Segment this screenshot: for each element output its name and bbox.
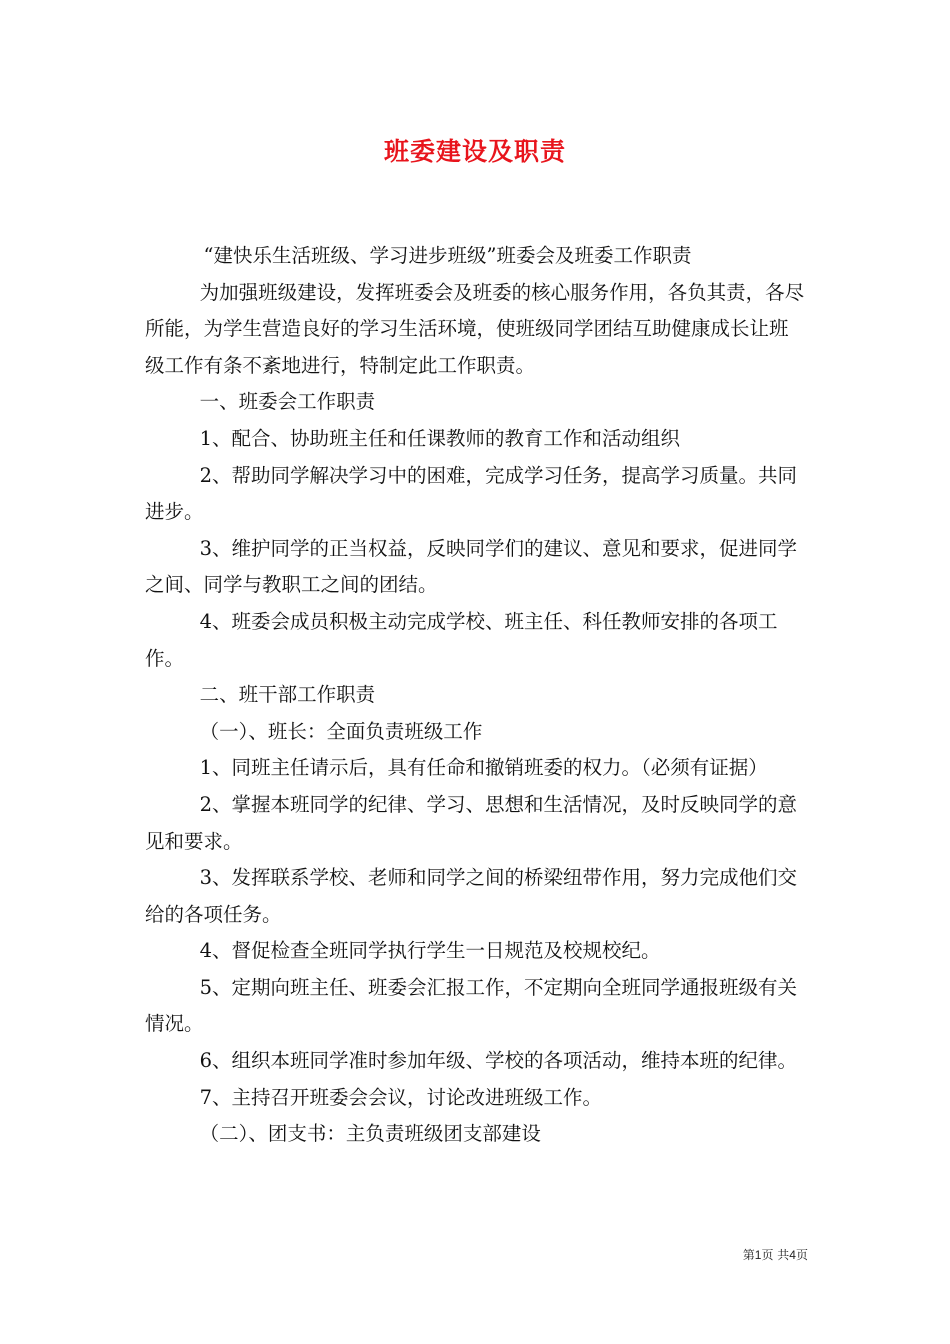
paragraph-item: 7、主持召开班委会会议，讨论改进班级工作。 <box>199 1085 603 1109</box>
paragraph-item: 1、配合、协助班主任和任课教师的教育工作和活动组织 <box>199 426 681 450</box>
document-title: 班委建设及职责 <box>383 137 566 166</box>
subtitle: “建快乐生活班级、学习进步班级”班委会及班委工作职责 <box>203 244 692 267</box>
document-body <box>145 238 807 1153</box>
paragraph-item: 2、掌握本班同学的纪律、学习、思想和生活情况，及时反映同学的意见和要求。 <box>145 792 798 853</box>
page-footer <box>630 1246 808 1263</box>
paragraph-item: 5、定期向班主任、班委会汇报工作，不定期向全班同学通报班级有关情况。 <box>145 975 798 1036</box>
subsection-heading-monitor: （一）、班长：全面负责班级工作 <box>199 719 483 743</box>
footer-middle: 页 共 <box>761 1248 790 1262</box>
section-heading-2: 二、班干部工作职责 <box>199 683 376 707</box>
subsection-heading-league: （二）、团支书：主负责班级团支部建设 <box>199 1122 541 1146</box>
paragraph-intro: 为加强班级建设，发挥班委会及班委的核心服务作用，各负其责，各尽所能，为学生营造良好的学习生活环境，使班级同学团结互助健康成长让班级工作有条不紊地进行，特制定此工作职责。 <box>145 280 805 377</box>
paragraph-item: 3、维护同学的正当权益，反映同学们的建议、意见和要求，促进同学之间、同学与教职工之间的团结。 <box>145 536 798 597</box>
paragraph-item: 1、同班主任请示后，具有任命和撤销班委的权力。（必须有证据） <box>199 756 768 780</box>
section-heading-1: 一、班委会工作职责 <box>199 390 376 414</box>
footer-suffix: 页 <box>795 1248 808 1262</box>
total-page-number: 4 <box>789 1248 796 1262</box>
footer-prefix: 第 <box>742 1248 755 1262</box>
paragraph-item: 6、组织本班同学准时参加年级、学校的各项活动，维持本班的纪律。 <box>199 1049 798 1073</box>
paragraph-item: 3、发挥联系学校、老师和同学之间的桥梁纽带作用，努力完成他们交给的各项任务。 <box>145 866 798 926</box>
paragraph-item: 4、班委会成员积极主动完成学校、班主任、科任教师安排的各项工作。 <box>145 609 778 670</box>
current-page-number: 1 <box>754 1248 762 1262</box>
paragraph-item: 2、帮助同学解决学习中的困难，完成学习任务，提高学习质量。共同进步。 <box>145 463 798 524</box>
paragraph-item: 4、督促检查全班同学执行学生一日规范及校规校纪。 <box>199 939 661 963</box>
